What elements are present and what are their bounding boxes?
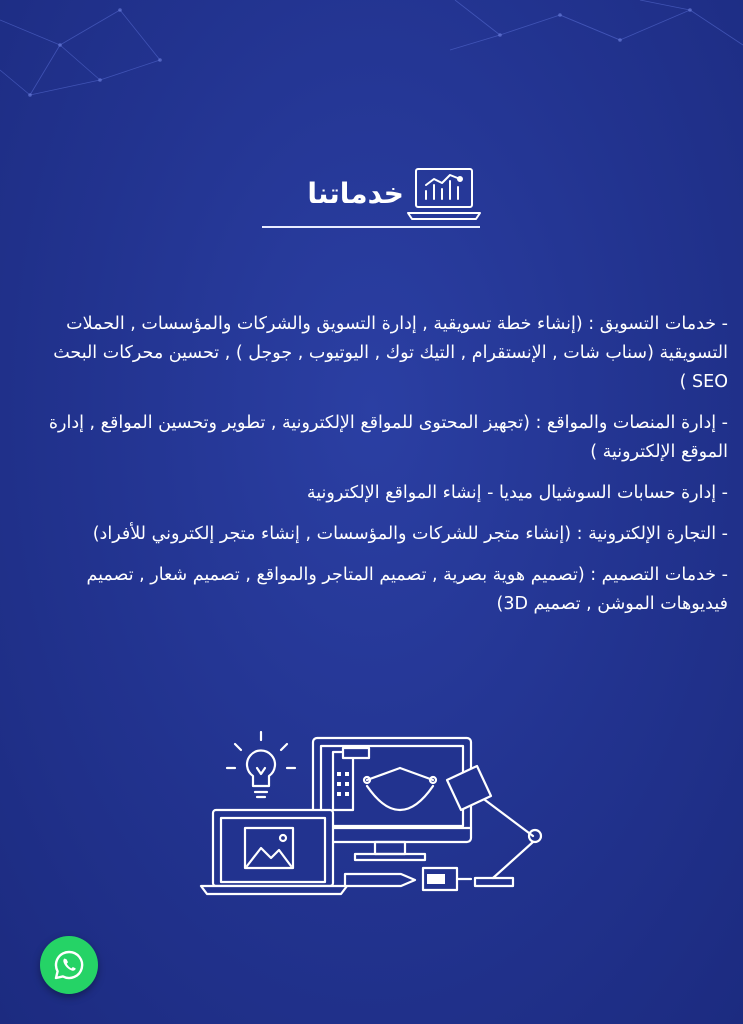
service-item-social-media: - إدارة حسابات السوشيال ميديا - إنشاء المواقع الإلكترونية — [306, 483, 728, 503]
page-title: خدماتنا — [307, 176, 404, 210]
background-network-pattern — [0, 0, 743, 120]
section-header — [0, 160, 743, 230]
service-item-ecommerce: - التجارة الإلكترونية : (إنشاء متجر للشركات والمؤسسات , إنشاء متجر إلكتروني للأفراد) — [92, 524, 728, 544]
service-item-marketing: - خدمات التسويق : (إنشاء خطة تسويقية , إدارة التسويق والشركات والمؤسسات , الحملات التسويقية (سناب شات , الإنستقرام , التيك توك , اليوتيوب , جوجل ) , تحسين محركات البحث SEO ) — [53, 314, 728, 392]
whatsapp-button[interactable] — [40, 936, 98, 994]
laptop-chart-icon — [404, 163, 484, 223]
service-item-platforms: - إدارة المنصات والمواقع : (تجهيز المحتوى للمواقع الإلكترونية , تطوير وتحسين المواقع , إدارة الموقع الإلكترونية ) — [48, 413, 728, 462]
service-item-design: - خدمات التصميم : (تصميم هوية بصرية , تصميم المتاجر والمواقع , تصميم شعار , تصميم فيديوهات الموشن , تصميم 3D) — [86, 565, 728, 614]
design-workspace-illustration — [195, 728, 555, 898]
title-underline — [262, 226, 480, 228]
whatsapp-icon — [53, 949, 85, 981]
services-list — [18, 310, 728, 631]
